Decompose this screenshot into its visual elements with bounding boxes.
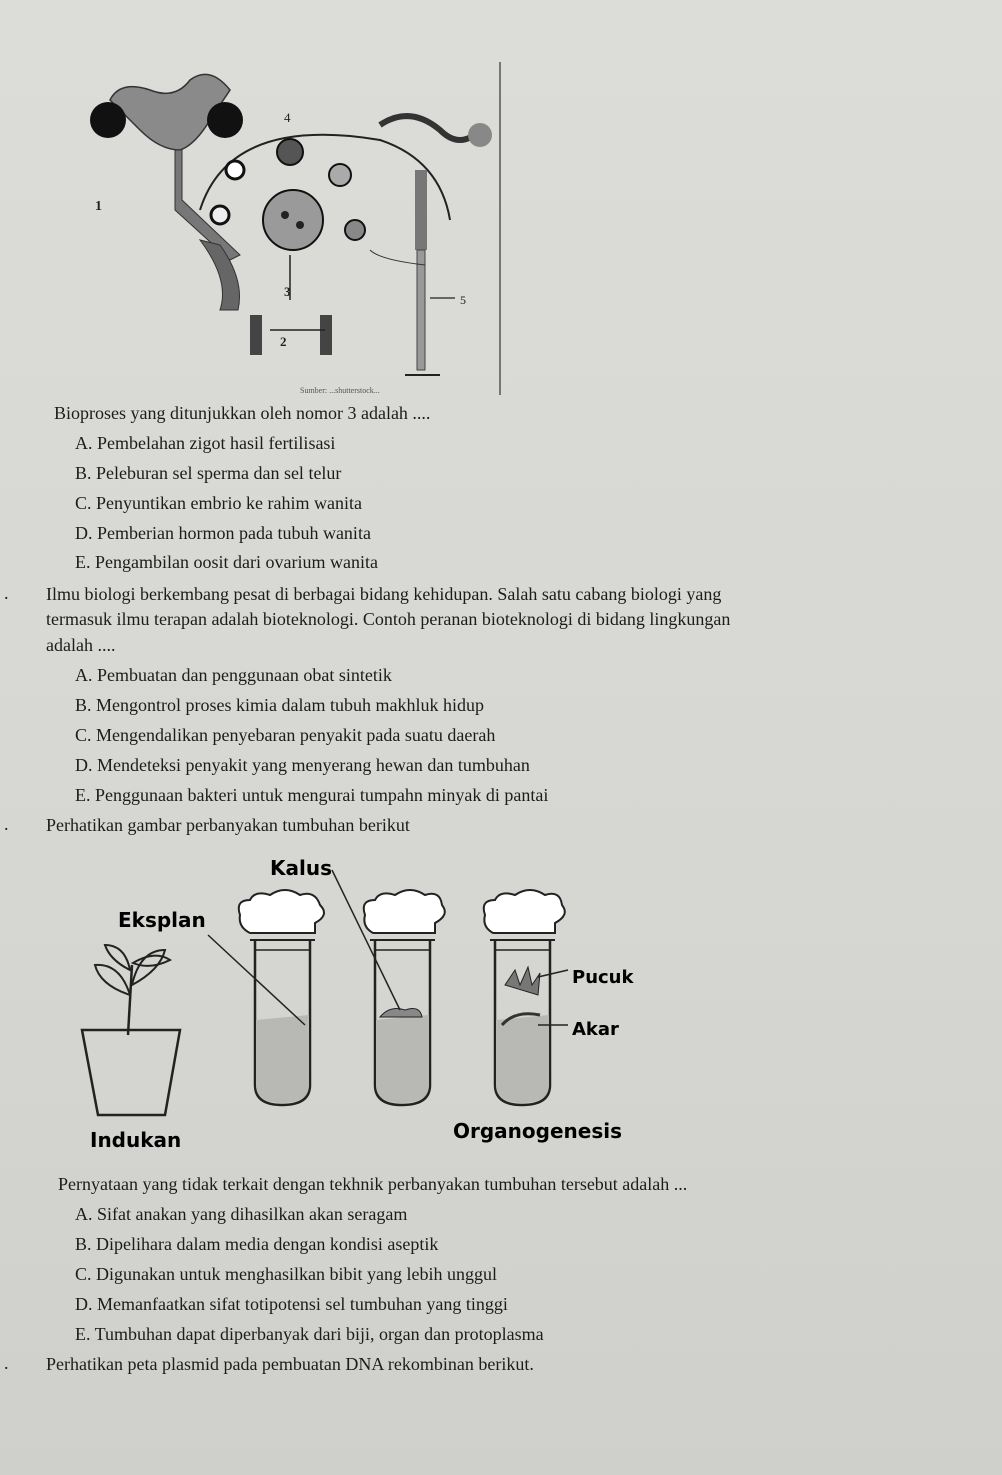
diagram-label-2: 2 <box>280 334 287 349</box>
mother-plant-icon <box>82 945 180 1115</box>
culture-tube-2 <box>332 870 445 1105</box>
culture-tube-3 <box>484 890 568 1105</box>
question-2-prompt-line2: termasuk ilmu terapan adalah bioteknologi. Contoh peranan bioteknologi di bidang lingkungan <box>46 609 731 629</box>
label-kalus: Kalus <box>270 856 332 880</box>
q3-option-b[interactable]: B. Dipelihara dalam media dengan kondisi aseptik <box>75 1234 439 1254</box>
label-akar: Akar <box>572 1019 619 1040</box>
q1-option-d[interactable]: D. Pemberian hormon pada tubuh wanita <box>75 523 371 543</box>
q1-option-c[interactable]: C. Penyuntikan embrio ke rahim wanita <box>75 493 362 513</box>
question-2-prompt-line1: Ilmu biologi berkembang pesat di berbagai bidang kehidupan. Salah satu cabang biologi yang <box>46 584 722 604</box>
question-1-prompt: Bioproses yang ditunjukkan oleh nomor 3 adalah .... <box>54 403 431 423</box>
q3-option-e[interactable]: E. Tumbuhan dapat diperbanyak dari biji, organ dan protoplasma <box>75 1324 544 1344</box>
question-3-prompt: Pernyataan yang tidak terkait dengan tekhnik perbanyakan tumbuhan tersebut adalah ... <box>58 1174 688 1194</box>
tissue-culture-diagram <box>70 845 670 1165</box>
diagram-label-4: 4 <box>284 110 291 125</box>
question-3-intro: Perhatikan gambar perbanyakan tumbuhan berikut <box>46 815 410 835</box>
label-indukan: Indukan <box>90 1128 182 1152</box>
q2-option-d[interactable]: D. Mendeteksi penyakit yang menyerang hewan dan tumbuhan <box>75 755 530 775</box>
question-2-prompt-line3: adalah .... <box>46 635 116 655</box>
label-eksplan: Eksplan <box>118 908 206 932</box>
q2-option-b[interactable]: B. Mengontrol proses kimia dalam tubuh makhluk hidup <box>75 695 484 715</box>
label-organogenesis: Organogenesis <box>453 1119 623 1143</box>
culture-tube-1 <box>208 890 324 1105</box>
figure-source-caption: Sumber: ...shutterstock... <box>300 386 380 395</box>
label-pucuk: Pucuk <box>572 967 634 988</box>
q2-option-e[interactable]: E. Penggunaan bakteri untuk mengurai tumpahn minyak di pantai <box>75 785 549 805</box>
q1-option-e[interactable]: E. Pengambilan oosit dari ovarium wanita <box>75 552 378 572</box>
uterus-icon <box>90 74 243 310</box>
q1-option-b[interactable]: B. Peleburan sel sperma dan sel telur <box>75 463 342 483</box>
syringe-icon <box>370 116 492 375</box>
question-2-bullet: . <box>4 583 9 603</box>
ivf-diagram <box>80 60 510 400</box>
diagram-label-3: 3 <box>284 284 291 299</box>
q2-option-a[interactable]: A. Pembuatan dan penggunaan obat sintetik <box>75 665 392 685</box>
question-4-bullet: . <box>4 1353 9 1373</box>
q3-option-d[interactable]: D. Memanfaatkan sifat totipotensi sel tumbuhan yang tinggi <box>75 1294 508 1314</box>
embryo-cells <box>211 139 365 250</box>
diagram-label-5: 5 <box>460 293 466 307</box>
diagram-label-1: 1 <box>95 199 102 214</box>
q3-option-a[interactable]: A. Sifat anakan yang dihasilkan akan seragam <box>75 1204 408 1224</box>
question-4-intro: Perhatikan peta plasmid pada pembuatan DNA rekombinan berikut. <box>46 1354 534 1374</box>
q1-option-a[interactable]: A. Pembelahan zigot hasil fertilisasi <box>75 433 336 453</box>
q3-option-c[interactable]: C. Digunakan untuk menghasilkan bibit yang lebih unggul <box>75 1264 497 1284</box>
q2-option-c[interactable]: C. Mengendalikan penyebaran penyakit pada suatu daerah <box>75 725 496 745</box>
question-3-bullet: . <box>4 814 9 834</box>
